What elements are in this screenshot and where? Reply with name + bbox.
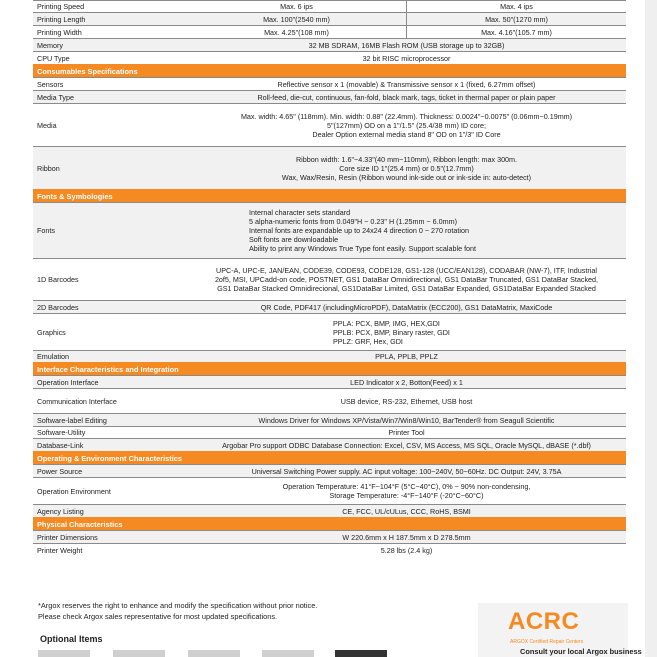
spec-value-line: W 220.6mm x H 187.5mm x D 278.5mm xyxy=(342,532,471,542)
spec-value-line: Internal character sets standard xyxy=(249,208,351,217)
spec-label: Software-Utility xyxy=(33,427,187,439)
spec-value-line: QR Code, PDF417 (includingMicroPDF), DataMatrix (ECC200), GS1 DataMatrix, MaxiCode xyxy=(260,302,553,312)
spec-value-line: Max. width: 4.65" (118mm). Min. width: 0.88" (22.4mm). Thickness: 0.0024"~0.0075" (0.06mm~0.19mm) xyxy=(240,111,573,121)
spec-value-line: 32 bit RISC microprocessor xyxy=(362,53,451,63)
spec-row xyxy=(33,203,626,259)
optional-item-thumbnail xyxy=(113,650,165,657)
spec-value-line: USB device, RS-232, Ethernet, USB host xyxy=(340,396,473,406)
spec-value xyxy=(187,478,626,505)
spec-value-line: PPLA: PCX, BMP, IMG, HEX,GDI xyxy=(333,318,440,328)
section-title: Operating & Environment Characteristics xyxy=(33,452,626,465)
spec-value xyxy=(187,427,626,439)
spec-label: Power Source xyxy=(33,465,187,478)
spec-label: Ribbon xyxy=(33,147,187,190)
optional-item-thumbnail xyxy=(262,650,314,657)
spec-label: Printing Width xyxy=(33,26,187,39)
spec-value-model-b: Max. 4.16"(105.7 mm) xyxy=(407,26,627,39)
spec-value-model-b: Max. 4 ips xyxy=(407,1,627,13)
spec-value-line: 32 MB SDRAM, 16MB Flash ROM (USB storage up to 32GB) xyxy=(308,40,505,50)
section-header-row xyxy=(33,452,626,465)
spec-value xyxy=(187,544,626,557)
spec-row xyxy=(33,478,626,505)
spec-value-model-a: Max. 6 ips xyxy=(187,1,407,13)
spec-value xyxy=(187,465,626,478)
spec-row xyxy=(33,147,626,190)
spec-label: CPU Type xyxy=(33,52,187,65)
spec-value-line: 5"(127mm) OD on a 1"/1.5" (25.4/38 mm) ID core; xyxy=(326,120,487,130)
spec-value-line: PPLZ: GRF, Hex, GDI xyxy=(333,336,403,346)
spec-value-line: CE, FCC, UL/cULus, CCC, RoHS, BSMI xyxy=(342,506,471,516)
spec-label: Printer Weight xyxy=(33,544,187,557)
spec-value-line: Wax, Wax/Resin, Resin (Ribbon wound ink-side out or ink-side in: auto-detect) xyxy=(281,172,532,182)
spec-value xyxy=(187,314,626,351)
spec-row xyxy=(33,439,626,452)
spec-label: 1D Barcodes xyxy=(33,259,187,301)
spec-row xyxy=(33,26,626,39)
spec-row xyxy=(33,39,626,52)
spec-value-model-a: Max. 100"(2540 mm) xyxy=(187,13,407,26)
spec-value xyxy=(187,376,626,389)
spec-row xyxy=(33,52,626,65)
spec-value-line: PPLB: PCX, BMP, Binary raster, GDI xyxy=(333,327,450,337)
spec-value-line: Ribbon width: 1.6"~4.33"(40 mm~110mm), Ribbon length: max 300m. xyxy=(295,154,518,164)
spec-value-line: Universal Switching Power supply. AC input voltage: 100~240V, 50~60Hz. DC Output: 24V, 3.75A xyxy=(251,466,562,476)
spec-label: Agency Listing xyxy=(33,505,187,518)
spec-value xyxy=(187,203,626,259)
spec-row xyxy=(33,351,626,363)
spec-value xyxy=(187,414,626,427)
acrc-tagline: Consult your local Argox business xyxy=(520,647,642,656)
spec-row xyxy=(33,259,626,301)
spec-label: Database-Link xyxy=(33,439,187,452)
spec-row xyxy=(33,91,626,104)
spec-value xyxy=(187,301,626,314)
spec-label: Media Type xyxy=(33,91,187,104)
spec-row xyxy=(33,531,626,544)
spec-row xyxy=(33,465,626,478)
spec-value-line: Ability to print any Windows True Type font easily. Support scalable font xyxy=(249,244,477,253)
spec-value xyxy=(187,147,626,190)
spec-value-line: 5.28 lbs (2.4 kg) xyxy=(380,545,433,555)
spec-value xyxy=(187,39,626,52)
spec-value xyxy=(187,505,626,518)
spec-value-line: Internal fonts are expandable up to 24x24 4 direction 0 ~ 270 rotation xyxy=(249,226,469,235)
spec-value-line: Windows Driver for Windows XP/Vista/Win7/Win8/Win10, BarTender® from Seagull Scientific xyxy=(258,415,555,425)
spec-row xyxy=(33,1,626,13)
spec-value-model-b: Max. 50"(1270 mm) xyxy=(407,13,627,26)
spec-label: Operation Interface xyxy=(33,376,187,389)
spec-row xyxy=(33,427,626,439)
spec-label: Printer Dimensions xyxy=(33,531,187,544)
spec-row xyxy=(33,314,626,351)
section-title: Fonts & Symbologies xyxy=(33,190,626,203)
spec-label: 2D Barcodes xyxy=(33,301,187,314)
spec-sheet xyxy=(33,0,626,557)
section-title: Consumables Specifications xyxy=(33,65,626,78)
section-header-row xyxy=(33,65,626,78)
spec-value xyxy=(187,259,626,301)
spec-value-line: 2of5, MSI, UPCadd-on code, POSTNET, GS1 DataBar Omnidirectional, GS1 DataBar Truncated, GS1 DataBar Stacked, xyxy=(214,275,599,284)
spec-value-line: Operation Temperature: 41°F~104°F (5°C~40°C), 0% ~ 90% non-condensing, xyxy=(282,482,531,491)
spec-value-line: Core size ID 1"(25.4 mm) or 0.5"(12.7mm) xyxy=(339,163,474,173)
spec-row xyxy=(33,505,626,518)
spec-label: Software-label Editing xyxy=(33,414,187,427)
spec-value-line: Soft fonts are downloadable xyxy=(249,235,339,244)
optional-item-thumbnail xyxy=(335,650,387,657)
spec-row xyxy=(33,301,626,314)
specification-table xyxy=(33,0,626,557)
spec-value-line: Argobar Pro support ODBC Database Connection: Excel, CSV, MS Access, MS SQL, Oracle MySQL, dBASE (*.dbf) xyxy=(222,440,591,450)
spec-row xyxy=(33,78,626,91)
spec-value xyxy=(187,531,626,544)
spec-value xyxy=(187,389,626,414)
optional-item-thumbnail xyxy=(38,650,90,657)
footnote xyxy=(38,600,317,622)
spec-value-line: 5 alpha-numeric fonts from 0.049"H ~ 0.23" H (1.25mm ~ 6.0mm) xyxy=(249,217,458,226)
spec-value-line: Dealer Option external media stand 8" OD on 1"/3" ID Core xyxy=(312,129,501,139)
spec-label: Graphics xyxy=(33,314,187,351)
spec-value xyxy=(187,104,626,147)
section-header-row xyxy=(33,190,626,203)
footnote-line: Please check Argox sales representative for most updated specifications. xyxy=(38,612,278,621)
acrc-subtitle: ARGOX Certified Repair Centers xyxy=(510,639,584,645)
spec-value-line: PPLA, PPLB, PPLZ xyxy=(375,352,438,361)
spec-row xyxy=(33,13,626,26)
spec-value-model-a: Max. 4.25"(108 mm) xyxy=(187,26,407,39)
acrc-logo: ACRC xyxy=(508,608,580,635)
spec-row xyxy=(33,414,626,427)
spec-value xyxy=(187,351,626,363)
optional-item-thumbnail xyxy=(188,650,240,657)
spec-label: Fonts xyxy=(33,203,187,259)
spec-label: Operation Environment xyxy=(33,478,187,505)
spec-value xyxy=(187,439,626,452)
footnote-line: *Argox reserves the right to enhance and modify the specification without prior notice. xyxy=(38,601,318,610)
spec-value-line: Roll-feed, die-cut, continuous, fan-fold, black mark, tags, ticket in thermal paper or plain paper xyxy=(257,92,556,102)
spec-value xyxy=(187,78,626,91)
spec-label: Memory xyxy=(33,39,187,52)
section-title: Physical Characteristics xyxy=(33,518,626,531)
spec-label: Printing Length xyxy=(33,13,187,26)
page-edge xyxy=(645,0,657,657)
spec-value-line: Reflective sensor x 1 (movable) & Transmissive sensor x 1 (fixed, 6.27mm offset) xyxy=(277,79,536,89)
spec-row xyxy=(33,389,626,414)
spec-row xyxy=(33,104,626,147)
section-header-row xyxy=(33,518,626,531)
optional-items-heading: Optional Items xyxy=(40,634,103,644)
spec-label: Media xyxy=(33,104,187,147)
spec-row xyxy=(33,376,626,389)
spec-label: Sensors xyxy=(33,78,187,91)
spec-row xyxy=(33,544,626,557)
spec-value-line: Storage Temperature: -4°F~140°F (-20°C~60°C) xyxy=(329,491,484,500)
spec-value xyxy=(187,91,626,104)
section-title: Interface Characteristics and Integration xyxy=(33,363,626,376)
spec-value-line: LED Indicator x 2, Botton(Feed) x 1 xyxy=(350,377,463,387)
spec-label: Communication Interface xyxy=(33,389,187,414)
spec-value xyxy=(187,52,626,65)
spec-label: Printing Speed xyxy=(33,1,187,13)
spec-value-line: Printer Tool xyxy=(388,428,425,437)
spec-value-line: UPC-A, UPC-E, JAN/EAN, CODE39, CODE93, CODE128, GS1-128 (UCC/EAN128), CODABAR (NW-7), ITF, Industrial xyxy=(216,266,597,275)
spec-value-line: GS1 DataBar Stacked Omnidirecional, GS1DataBar Limited, GS1 DataBar Expanded, GS1DataBar Expanded Stacked xyxy=(217,284,596,293)
section-header-row xyxy=(33,363,626,376)
spec-label: Emulation xyxy=(33,351,187,363)
